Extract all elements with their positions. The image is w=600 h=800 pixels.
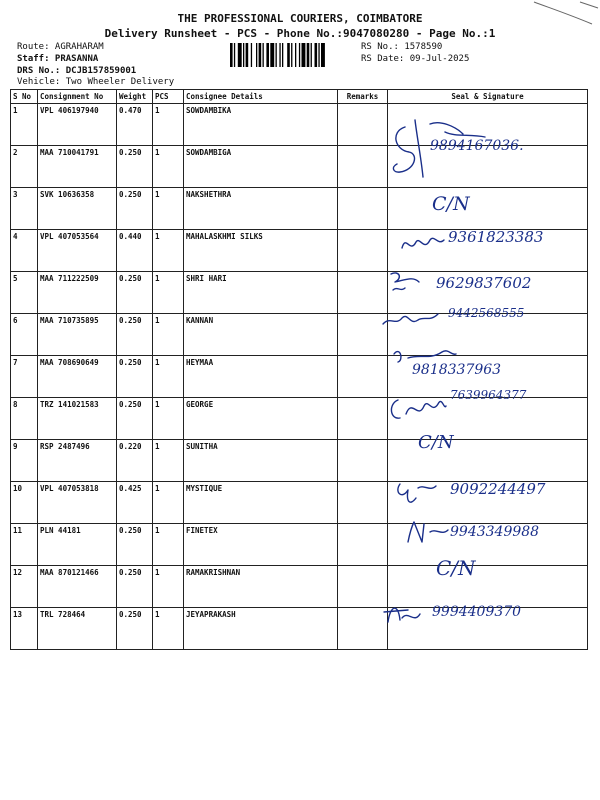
row-pcs: 1	[153, 398, 184, 440]
barcode-bar	[276, 43, 277, 67]
row-weight: 0.470	[117, 104, 153, 146]
handwritten-cn: C/N	[432, 193, 470, 215]
row-weight: 0.250	[117, 524, 153, 566]
row-pcs: 1	[153, 314, 184, 356]
barcode-bar	[259, 43, 262, 67]
table-row	[11, 398, 588, 440]
col-signature-header: Seal & Signature	[388, 90, 588, 104]
runsheet-table	[10, 89, 588, 650]
staff-label: Staff: PRASANNA	[17, 54, 99, 64]
row-consignee: MAHALASKHMI SILKS	[184, 230, 338, 272]
signature-scribble	[398, 228, 448, 258]
col-consignment-header: Consignment No	[38, 90, 117, 104]
signature-scribble	[378, 596, 426, 632]
barcode-bar	[251, 43, 252, 67]
row-consignment-no: SVK 10636358	[38, 188, 117, 230]
barcode-bar	[287, 43, 290, 67]
row-consignee: SOWDAMBIKA	[184, 104, 338, 146]
row-sno: 12	[11, 566, 38, 608]
barcode-bar	[302, 43, 306, 67]
row-sno: 2	[11, 146, 38, 188]
row-sno: 1	[11, 104, 38, 146]
row-sno: 13	[11, 608, 38, 650]
row-weight: 0.250	[117, 356, 153, 398]
row-remarks	[338, 104, 388, 146]
row-weight: 0.250	[117, 146, 153, 188]
row-weight: 0.250	[117, 272, 153, 314]
row-consignment-no: TRL 728464	[38, 608, 117, 650]
signature-scribble	[385, 266, 425, 296]
handwritten-phone: 9818337963	[412, 362, 502, 378]
row-consignee: JEYAPRAKASH	[184, 608, 338, 650]
row-consignment-no: RSP 2487496	[38, 440, 117, 482]
barcode-bar	[270, 43, 274, 67]
barcode-bar	[295, 43, 296, 67]
vehicle-label: Vehicle: Two Wheeler Delivery	[17, 77, 175, 87]
row-sno: 4	[11, 230, 38, 272]
row-consignment-no: TRZ 141021583	[38, 398, 117, 440]
barcode-bar	[318, 43, 319, 67]
barcode	[230, 43, 354, 67]
row-consignment-no: PLN 44181	[38, 524, 117, 566]
table-row	[11, 440, 588, 482]
rs-date: RS Date: 09-Jul-2025	[361, 54, 470, 64]
row-pcs: 1	[153, 356, 184, 398]
handwritten-cn: C/N	[418, 432, 454, 453]
row-remarks	[338, 482, 388, 524]
row-consignee: SUNITHA	[184, 440, 338, 482]
row-sno: 9	[11, 440, 38, 482]
row-pcs: 1	[153, 230, 184, 272]
barcode-bar	[256, 43, 257, 67]
col-weight-header: Weight	[117, 90, 153, 104]
barcode-bar	[307, 43, 310, 67]
table-row	[11, 566, 588, 608]
signature-scribble	[380, 308, 445, 332]
handwritten-phone: 9092244497	[450, 480, 546, 498]
row-pcs: 1	[153, 440, 184, 482]
row-consignee: RAMAKRISHNAN	[184, 566, 338, 608]
barcode-bar	[282, 43, 283, 67]
row-pcs: 1	[153, 566, 184, 608]
row-weight: 0.250	[117, 398, 153, 440]
barcode-bar	[315, 43, 318, 67]
row-consignment-no: MAA 870121466	[38, 566, 117, 608]
signature-scribble	[402, 518, 450, 548]
row-remarks	[338, 188, 388, 230]
row-sno: 8	[11, 398, 38, 440]
row-remarks	[338, 440, 388, 482]
row-remarks	[338, 146, 388, 188]
barcode-bar	[246, 43, 249, 67]
handwritten-phone: 9361823383	[448, 228, 544, 246]
signature-scribble	[392, 478, 440, 508]
row-remarks	[338, 398, 388, 440]
row-pcs: 1	[153, 272, 184, 314]
row-weight: 0.250	[117, 608, 153, 650]
row-pcs: 1	[153, 104, 184, 146]
col-remarks-header: Remarks	[338, 90, 388, 104]
handwritten-phone: 7639964377	[450, 388, 527, 402]
table-header-row	[11, 90, 588, 104]
row-consignee: KANNAN	[184, 314, 338, 356]
row-sno: 6	[11, 314, 38, 356]
col-sno-header: S No	[11, 90, 38, 104]
rs-number: RS No.: 1578590	[361, 42, 443, 52]
row-consignment-no: MAA 710041791	[38, 146, 117, 188]
handwritten-phone: 9943349988	[450, 524, 540, 540]
handwritten-cn: C/N	[436, 556, 476, 580]
row-consignee: MYSTIQUE	[184, 482, 338, 524]
barcode-bar	[238, 43, 242, 67]
row-pcs: 1	[153, 482, 184, 524]
barcode-bar	[243, 43, 244, 67]
row-pcs: 1	[153, 188, 184, 230]
row-weight: 0.250	[117, 314, 153, 356]
col-consignee-header: Consignee Details	[184, 90, 338, 104]
handwritten-phone: 9442568555	[448, 306, 525, 320]
row-pcs: 1	[153, 608, 184, 650]
row-weight: 0.425	[117, 482, 153, 524]
col-pcs-header: PCS	[153, 90, 184, 104]
barcode-bar	[230, 43, 233, 67]
row-consignment-no: MAA 710735895	[38, 314, 117, 356]
row-consignee: NAKSHETHRA	[184, 188, 338, 230]
row-consignee: HEYMAA	[184, 356, 338, 398]
barcode-bar	[291, 43, 292, 67]
barcode-bar	[234, 43, 235, 67]
row-sno: 7	[11, 356, 38, 398]
barcode-bar	[321, 43, 325, 67]
barcode-bar	[266, 43, 269, 67]
handwritten-phone: 9894167036.	[430, 138, 524, 154]
row-sno: 11	[11, 524, 38, 566]
handwritten-phone: 9629837602	[436, 274, 532, 292]
row-consignee: GEORGE	[184, 398, 338, 440]
row-consignment-no: VPL 407053564	[38, 230, 117, 272]
row-remarks	[338, 230, 388, 272]
handwritten-phone: 9994409370	[432, 604, 522, 620]
row-consignment-no: MAA 708690649	[38, 356, 117, 398]
table-row	[11, 188, 588, 230]
row-consignee: SHRI HARI	[184, 272, 338, 314]
row-weight: 0.250	[117, 188, 153, 230]
barcode-bar	[299, 43, 300, 67]
runsheet-subtitle: Delivery Runsheet - PCS - Phone No.:9047080280 - Page No.:1	[104, 27, 496, 40]
route-label: Route: AGRAHARAM	[17, 42, 104, 52]
row-remarks	[338, 356, 388, 398]
signature-scribble	[386, 390, 448, 426]
row-remarks	[338, 524, 388, 566]
document-title: THE PROFESSIONAL COURIERS, COIMBATORE	[177, 12, 423, 25]
row-weight: 0.440	[117, 230, 153, 272]
row-weight: 0.250	[117, 566, 153, 608]
barcode-bar	[263, 43, 264, 67]
row-sno: 10	[11, 482, 38, 524]
row-sno: 3	[11, 188, 38, 230]
drs-number: DRS No.: DCJB157859001	[17, 66, 137, 76]
row-pcs: 1	[153, 146, 184, 188]
row-weight: 0.220	[117, 440, 153, 482]
row-seal-signature	[388, 188, 588, 230]
row-consignee: FINETEX	[184, 524, 338, 566]
barcode-bar	[311, 43, 312, 67]
row-consignee: SOWDAMBIGA	[184, 146, 338, 188]
row-sno: 5	[11, 272, 38, 314]
row-pcs: 1	[153, 524, 184, 566]
row-consignment-no: VPL 406197940	[38, 104, 117, 146]
row-consignment-no: VPL 407053818	[38, 482, 117, 524]
corner-mark	[520, 0, 600, 30]
barcode-bar	[279, 43, 280, 67]
row-consignment-no: MAA 711222509	[38, 272, 117, 314]
